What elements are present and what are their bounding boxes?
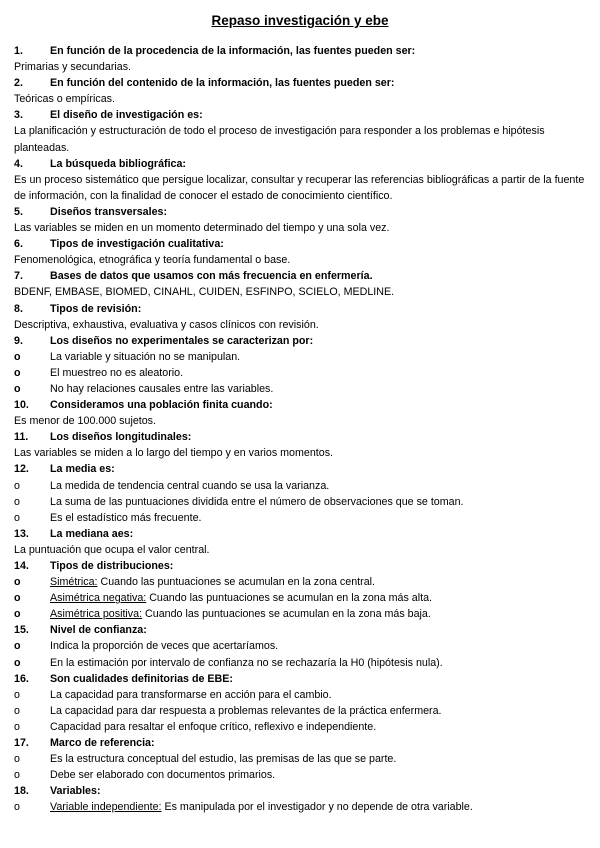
bullet-marker: o <box>14 801 20 814</box>
question-text: La media es: <box>50 463 115 476</box>
question-number: 17. <box>14 737 29 750</box>
question-number: 13. <box>14 527 29 540</box>
question-item <box>14 735 586 783</box>
bullet-text: El muestreo no es aleatorio. <box>50 366 184 379</box>
bullet-item <box>14 638 586 654</box>
bullet-marker: o <box>14 495 20 508</box>
question-number: 7. <box>14 270 23 283</box>
bullet-marker: o <box>14 688 20 701</box>
question-text: Los diseños no experimentales se caracterizan por: <box>50 334 314 347</box>
question-heading <box>14 75 586 91</box>
question-item <box>14 156 586 204</box>
question-number: 15. <box>14 624 29 637</box>
bullet-marker: o <box>14 511 20 524</box>
answer-text: Es un proceso sistemático que persigue localizar, consultar y recuperar las referencias bibliográficas a partir de la fuente de información, con la finalidad de conocer el estado de conocimiento científico. <box>14 173 585 202</box>
bullet-marker: o <box>14 592 21 605</box>
bullet-item <box>14 494 586 510</box>
answer-text: Teóricas o empíricas. <box>14 93 115 106</box>
question-number: 2. <box>14 77 23 90</box>
bullet-item <box>14 381 586 397</box>
bullet-marker: o <box>14 704 20 717</box>
question-heading <box>14 268 586 284</box>
question-item <box>14 301 586 333</box>
bullet-item <box>14 719 586 735</box>
question-heading <box>14 301 586 317</box>
question-heading <box>14 107 586 123</box>
bullet-text: En la estimación por intervalo de confianza no se rechazaría la H0 (hipótesis nula). <box>50 656 443 669</box>
bullet-text: Variable independiente: Es manipulada por el investigador y no depende de otra variable. <box>50 801 473 814</box>
question-number: 12. <box>14 463 29 476</box>
question-number: 14. <box>14 560 29 572</box>
question-heading <box>14 671 586 687</box>
bullet-marker: o <box>14 608 21 621</box>
question-item <box>14 622 586 670</box>
bullet-text: Indica la proporción de veces que acertaríamos. <box>50 640 279 653</box>
question-heading <box>14 156 586 172</box>
question-heading <box>14 622 586 638</box>
question-number: 11. <box>14 431 29 444</box>
question-text: Consideramos una población finita cuando: <box>50 399 273 412</box>
question-item <box>14 526 586 558</box>
bullet-text: La medida de tendencia central cuando se usa la varianza. <box>50 479 330 492</box>
bullet-marker: o <box>14 350 21 363</box>
question-heading <box>14 43 586 59</box>
question-text: Marco de referencia: <box>50 737 155 750</box>
question-heading <box>14 735 586 751</box>
question-text: Tipos de investigación cualitativa: <box>50 238 224 251</box>
question-heading <box>14 204 586 220</box>
question-number: 6. <box>14 238 23 251</box>
bullet-text: La capacidad para dar respuesta a problemas relevantes de la práctica enfermera. <box>50 704 442 717</box>
question-heading <box>14 397 586 413</box>
bullet-text: Es la estructura conceptual del estudio, las premisas de las que se parte. <box>50 753 397 766</box>
question-item <box>14 204 586 236</box>
bullet-term: Asimétrica negativa: <box>50 592 147 605</box>
question-number: 18. <box>14 785 29 798</box>
bullet-marker: o <box>14 720 20 733</box>
bullet-item <box>14 703 586 719</box>
bullet-text: Simétrica: Cuando las puntuaciones se acumulan en la zona central. <box>50 576 375 589</box>
document-title: Repaso investigación y ebe <box>211 13 389 28</box>
question-heading <box>14 333 586 349</box>
question-item <box>14 268 586 300</box>
question-item <box>14 333 586 397</box>
bullet-text: La suma de las puntuaciones dividida entre el número de observaciones que se toman. <box>50 495 464 508</box>
answer-text: Las variables se miden en un momento determinado del tiempo y una sola vez. <box>14 222 390 235</box>
bullet-marker: o <box>14 366 21 379</box>
answer-text: Las variables se miden a lo largo del tiempo y en varios momentos. <box>14 447 334 460</box>
question-item <box>14 236 586 268</box>
question-text: Tipos de revisión: <box>50 302 142 315</box>
bullet-term: Variable independiente: <box>50 801 162 814</box>
question-item <box>14 75 586 107</box>
answer-text: Fenomenológica, etnográfica y teoría fundamental o base. <box>14 254 291 267</box>
question-item <box>14 429 586 461</box>
question-item <box>14 671 586 735</box>
question-number: 4. <box>14 157 23 170</box>
question-number: 9. <box>14 334 23 347</box>
question-text: En función del contenido de la información, las fuentes pueden ser: <box>50 77 395 90</box>
question-number: 10. <box>14 399 29 412</box>
bullet-marker: o <box>14 382 21 395</box>
bullet-item <box>14 687 586 703</box>
question-number: 1. <box>14 45 23 57</box>
question-text: Los diseños longitudinales: <box>50 431 192 444</box>
question-text: Bases de datos que usamos con más frecuencia en enfermería. <box>50 270 373 283</box>
bullet-item <box>14 365 586 381</box>
bullet-text: No hay relaciones causales entre las variables. <box>50 382 274 395</box>
answer-text: Es menor de 100.000 sujetos. <box>14 415 156 428</box>
question-heading <box>14 526 586 542</box>
question-text: La mediana aes: <box>50 527 134 540</box>
bullet-marker: o <box>14 769 20 782</box>
question-text: Diseños transversales: <box>50 205 168 218</box>
bullet-item <box>14 751 586 767</box>
answer-text: Primarias y secundarias. <box>14 61 132 74</box>
question-heading <box>14 783 586 799</box>
question-text: Variables: <box>50 785 101 798</box>
answer-text: BDENF, EMBASE, BIOMED, CINAHL, CUIDEN, ESFINPO, SCIELO, MEDLINE. <box>14 286 395 299</box>
question-item <box>14 461 586 525</box>
bullet-marker: o <box>14 479 20 492</box>
question-number: 3. <box>14 109 23 122</box>
bullet-term: Simétrica: <box>50 576 98 589</box>
question-number: 8. <box>14 302 23 315</box>
bullet-term: Asimétrica positiva: <box>50 608 143 621</box>
question-item <box>14 397 586 429</box>
bullet-text: Es el estadístico más frecuente. <box>50 511 202 524</box>
bullet-item <box>14 655 586 671</box>
question-text: Son cualidades definitorias de EBE: <box>50 672 233 685</box>
bullet-item <box>14 349 586 365</box>
question-item <box>14 43 586 75</box>
question-text: El diseño de investigación es: <box>50 109 203 122</box>
bullet-item <box>14 767 586 783</box>
bullet-text: Asimétrica negativa: Cuando las puntuaciones se acumulan en la zona más alta. <box>50 592 433 605</box>
bullet-item <box>14 478 586 494</box>
question-text: Nivel de confianza: <box>50 624 147 637</box>
question-item <box>14 107 586 155</box>
question-heading <box>14 461 586 477</box>
question-item <box>14 783 586 815</box>
question-text: En función de la procedencia de la información, las fuentes pueden ser: <box>50 45 416 57</box>
question-heading <box>14 429 586 445</box>
question-number: 16. <box>14 672 29 685</box>
answer-text: La puntuación que ocupa el valor central. <box>14 543 210 556</box>
bullet-item <box>14 510 586 526</box>
bullet-marker: o <box>14 753 20 766</box>
bullet-item <box>14 574 586 590</box>
bullet-marker: o <box>14 640 21 653</box>
bullet-item <box>14 799 586 815</box>
bullet-text: La variable y situación no se manipulan. <box>50 350 241 363</box>
bullet-text: La capacidad para transformarse en acción para el cambio. <box>50 688 332 701</box>
bullet-text: Capacidad para resaltar el enfoque crítico, reflexivo e independiente. <box>50 720 377 733</box>
question-number: 5. <box>14 205 23 218</box>
question-heading <box>14 558 586 574</box>
question-item <box>14 558 586 622</box>
bullet-marker: o <box>14 656 21 669</box>
bullet-text: Debe ser elaborado con documentos primarios. <box>50 769 276 782</box>
question-list <box>14 43 586 816</box>
bullet-item <box>14 606 586 622</box>
bullet-marker: o <box>14 576 21 589</box>
answer-text: Descriptiva, exhaustiva, evaluativa y casos clínicos con revisión. <box>14 318 319 331</box>
bullet-text: Asimétrica positiva: Cuando las puntuaciones se acumulan en la zona más baja. <box>50 608 431 621</box>
bullet-item <box>14 590 586 606</box>
question-text: Tipos de distribuciones: <box>50 560 174 572</box>
question-heading <box>14 236 586 252</box>
answer-text: La planificación y estructuración de todo el proceso de investigación para responder a los problemas e hipótesis planteadas. <box>14 125 545 154</box>
question-text: La búsqueda bibliográfica: <box>50 157 186 170</box>
